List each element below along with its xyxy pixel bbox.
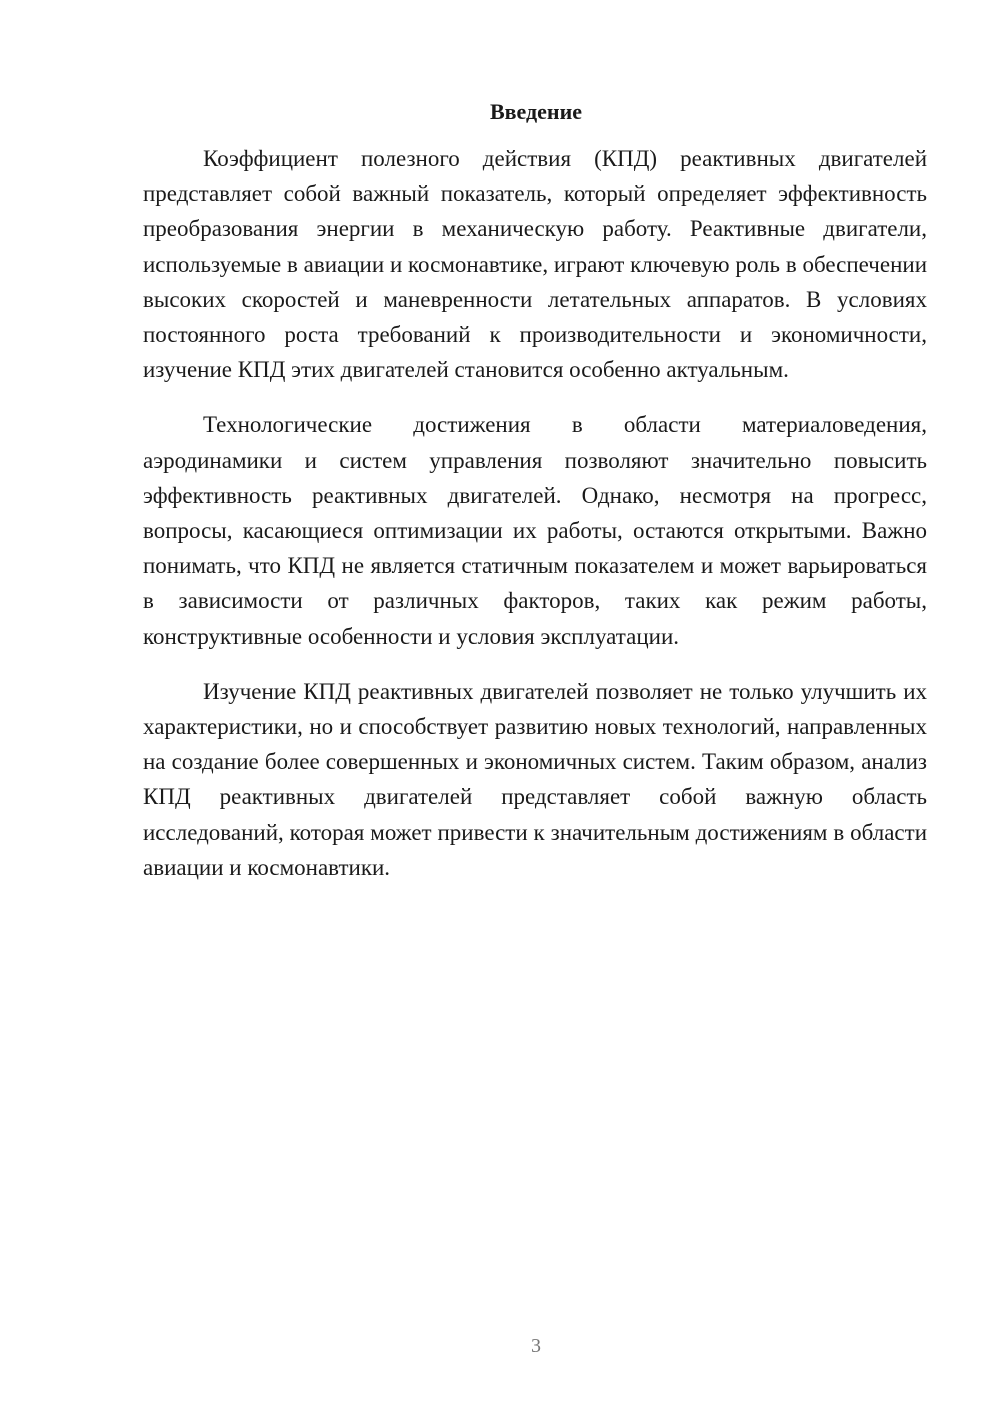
page-number: 3	[531, 1335, 541, 1357]
section-heading: Введение	[489, 99, 583, 124]
body-text	[143, 141, 927, 905]
paragraph: Изучение КПД реактивных двигателей позволяет не только улучшить их характеристики, но и способствует развитию новых технологий, направленных на создание более совершенных и экономичных систем. Таким образом, анализ КПД реактивных двигателей представляет собой важную область исследований, которая может привести к значительным достижениям в области авиации и космонавтики.	[143, 678, 927, 880]
paragraph: Коэффициент полезного действия (КПД) реактивных двигателей представляет собой важный показатель, который определяет эффективность преобразования энергии в механическую работу. Реактивные двигатели, используемые в авиации и космонавтике, играют ключевую роль в обеспечении высоких скоростей и маневренности летательных аппаратов. В условиях постоянного роста требований к производительности и экономичности, изучение КПД этих двигателей становится особенно актуальным.	[143, 146, 927, 383]
paragraph: Технологические достижения в области материаловедения, аэродинамики и систем управления позволяют значительно повысить эффективность реактивных двигателей. Однако, несмотря на прогресс, вопросы, касающиеся оптимизации их работы, остаются открытыми. Важно понимать, что КПД не является статичным показателем и может варьироваться в зависимости от различных факторов, таких как режим работы, конструктивные особенности и условия эксплуатации.	[143, 412, 927, 649]
